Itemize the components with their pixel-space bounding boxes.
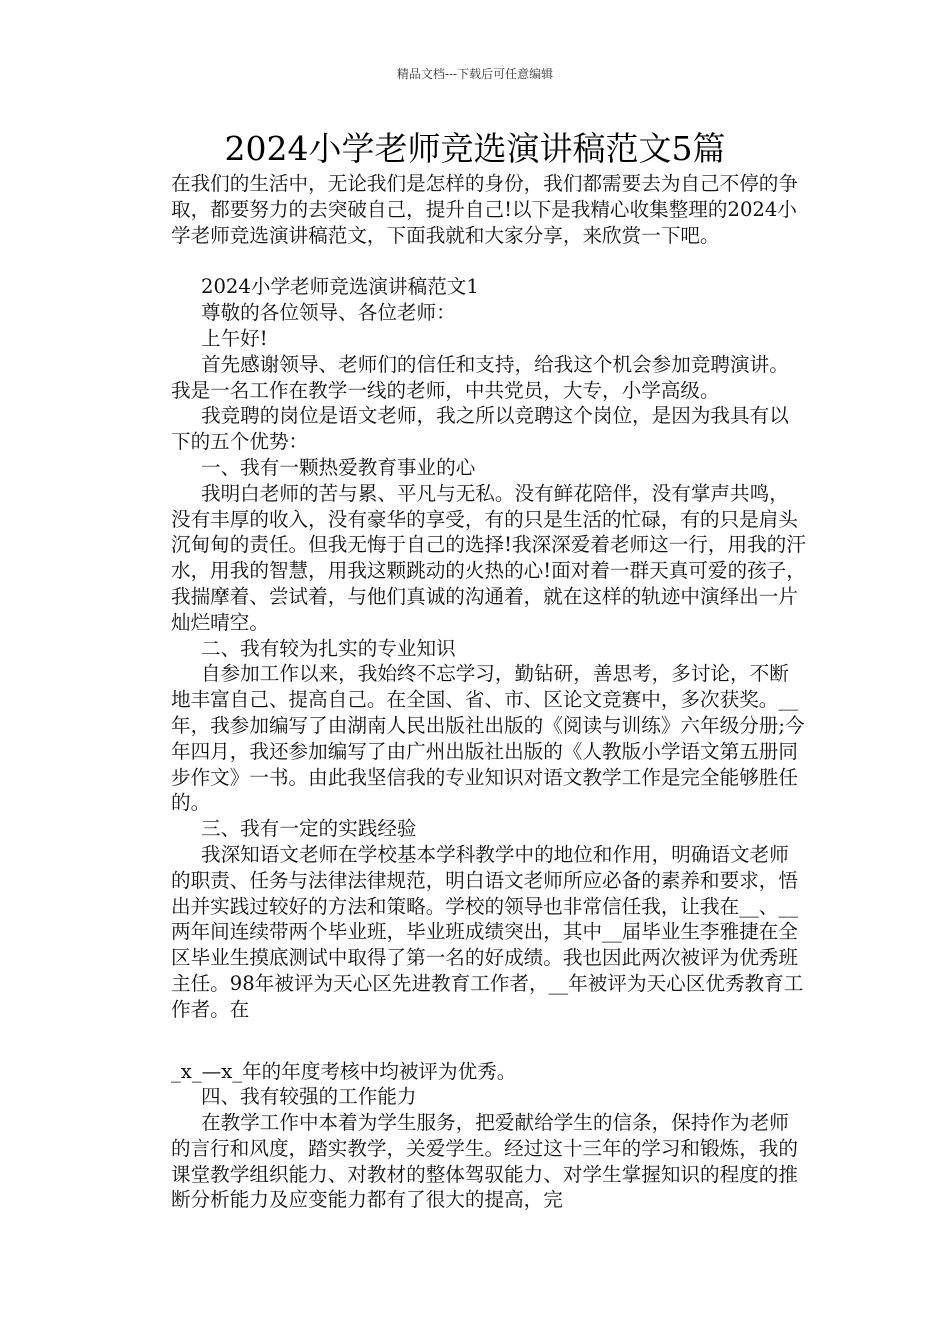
body-paragraph: 我竞聘的岗位是语文老师，我之所以竞聘这个岗位，是因为我具有以下的五个优势： — [171, 404, 789, 454]
spacer — [171, 1023, 807, 1059]
greeting: 上午好! — [201, 326, 268, 350]
header-note: 精品文档---下载后可任意编辑 — [396, 67, 554, 81]
body-paragraph: 在教学工作中本着为学生服务，把爱献给学生的信条，保持作为老师的言行和风度，踏实教学，关爱学生。经过这十三年的学习和锻炼，我的课堂教学组织能力、对教材的整体驾驭能力、对学生掌握知识的程度的推断分析能力及应变能力都有了很大的提高，完 — [171, 1111, 798, 1212]
subheading: 四、我有较强的工作能力 — [201, 1085, 417, 1109]
body-paragraph: 我明白老师的苦与累、平凡与无私。没有鲜花陪伴，没有掌声共鸣，没有丰厚的收入，没有豪华的享受，有的只是生活的忙碌，有的只是肩头沉甸甸的责任。但我无悔于自己的选择!我深深爱着老师这一行，用我的汗水，用我的智慧，用我这颗跳动的火热的心!面对着一群天真可爱的孩子，我揣摩着、尝试着，与他们真诚的沟通着，就在这样的轨迹中演绎出一片灿烂晴空。 — [171, 481, 806, 634]
subheading: 一、我有一颗热爱教育事业的心 — [201, 455, 476, 479]
section-heading: 2024小学老师竞选演讲稿范文1 — [201, 275, 479, 299]
subheading: 三、我有一定的实践经验 — [201, 817, 417, 841]
document-title: 2024小学老师竞选演讲稿范文5篇 — [224, 129, 726, 168]
salutation: 尊敬的各位领导、各位老师： — [201, 301, 456, 325]
body-paragraph: 我深知语文老师在学校基本学科教学中的地位和作用，明确语文老师的职责、任务与法律法律规范，明白语文老师所应必备的素养和要求，悟出并实践过较好的方法和策略。学校的领导也非常信任我，让我在__、__两年间连续带两个毕业班，毕业班成绩突出，其中__届毕业生李雅捷在全区毕业生摸底测试中取得了第一名的好成绩。我也因此两次被评为优秀班主任。98年被评为天心区先进教育工作者，__年被评为天心区优秀教育工作者。在 — [171, 842, 804, 1021]
subheading: 二、我有较为扎实的专业知识 — [201, 636, 456, 660]
spacer — [171, 248, 807, 274]
document-body — [171, 171, 807, 1213]
intro-paragraph: 在我们的生活中，无论我们是怎样的身份，我们都需要去为自己不停的争取，都要努力的去突破自己，提升自己!以下是我精心收集整理的2024小学老师竞选演讲稿范文，下面我就和大家分享，来欣赏一下吧。 — [171, 172, 798, 247]
body-paragraph: _x_—x_年的年度考核中均被评为优秀。 — [171, 1059, 517, 1083]
body-paragraph: 首先感谢领导、老师们的信任和支持，给我这个机会参加竞聘演讲。我是一名工作在教学一线的老师，中共党员，大专，小学高级。 — [171, 352, 789, 402]
body-paragraph: 自参加工作以来，我始终不忘学习，勤钻研，善思考，多讨论，不断地丰富自己、提高自己。在全国、省、市、区论文竞赛中，多次获奖。__年，我参加编写了由湖南人民出版社出版的《阅读与训练》六年级分册;今年四月，我还参加编写了由广州出版社出版的《人教版小学语文第五册同步作文》一书。由此我坚信我的专业知识对语文教学工作是完全能够胜任的。 — [171, 662, 805, 815]
